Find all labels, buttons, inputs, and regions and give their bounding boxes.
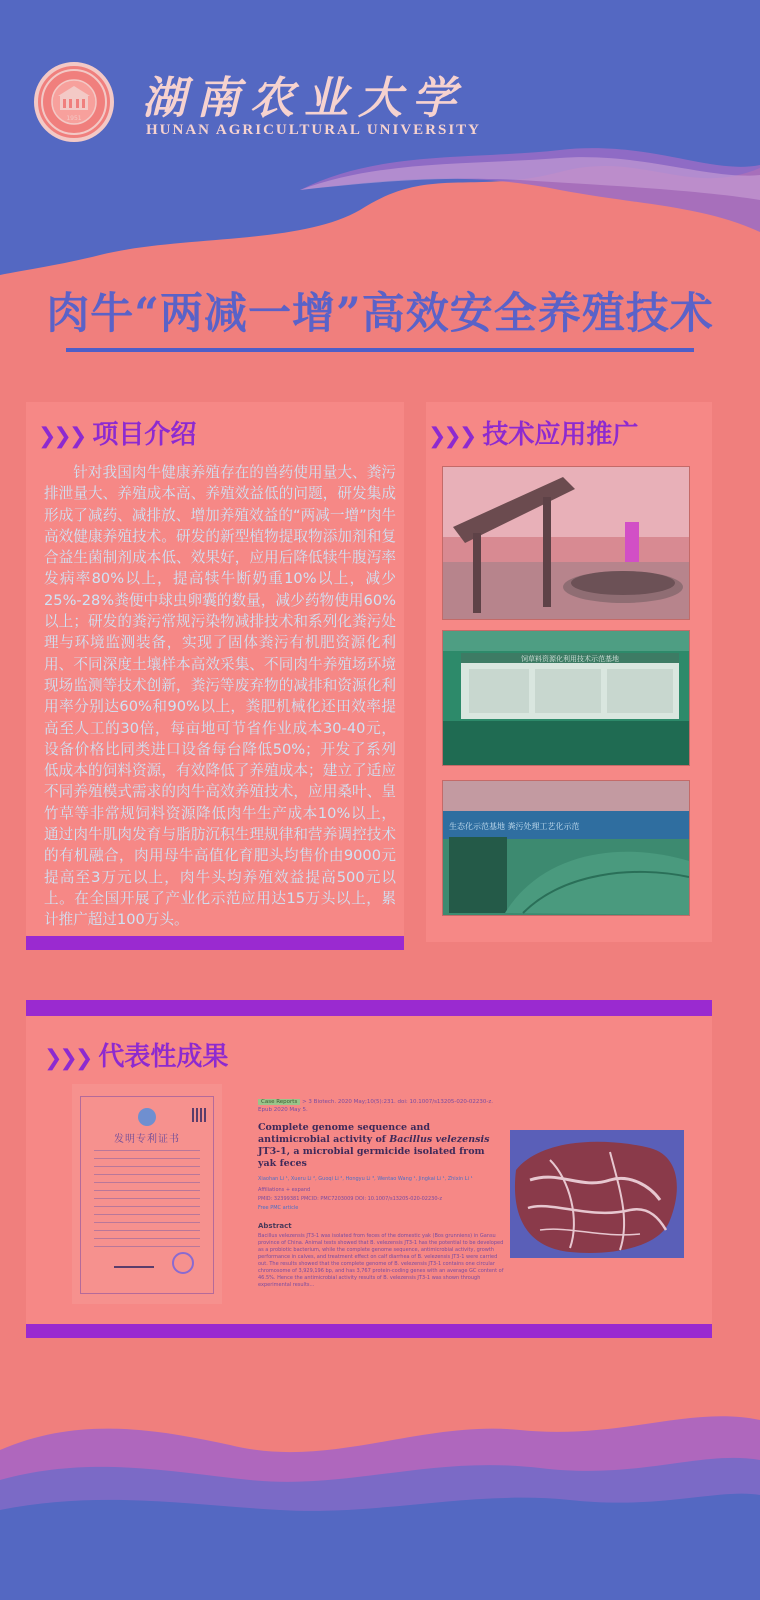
chevrons-icon: ❯❯❯ xyxy=(428,424,475,449)
certificate-signature xyxy=(114,1256,154,1268)
seal-year: 1951 xyxy=(66,115,82,122)
promotion-heading-text: 技术应用推广 xyxy=(482,420,639,450)
university-name-english: HUNAN AGRICULTURAL UNIVERSITY xyxy=(146,122,482,138)
photo-demonstration-site xyxy=(442,780,690,916)
paper-type-tag: Case Reports xyxy=(258,1099,300,1105)
site-banner-text: 生态化示范基地 粪污处理工艺化示范 xyxy=(449,822,580,831)
paper-abstract-heading: Abstract xyxy=(258,1222,292,1230)
footer-wave-background xyxy=(0,1360,760,1600)
intro-bottom-bar xyxy=(26,936,404,950)
university-name-chinese: 湖南农业大学 xyxy=(142,73,466,124)
promotion-heading xyxy=(428,414,638,451)
photo-demonstration-banner xyxy=(442,630,690,766)
paper-abstract-text: Bacillus velezensis JT3-1 was isolated from feces of the domestic yak (Bos grunniens) in Gansu province of China. Animal tests showed that B. velezensis JT3-1 has the potential to be developed as a probiotic bacterium, while the complete genome sequence, antimicrobial activity, growth performance in calves, and treatment effect on calf diarrhea of B. velezensis JT3-1 were carried out. The results showed that the complete genome of B. velezensis JT3-1 contains one circular chromosome of 3,929,196 bp, and has 3,767 protein-coding genes with an average GC content of 46.5%. Hence the antimicrobial activity results of B. velezensis JT3-1 was shown through experimental results... xyxy=(258,1233,504,1288)
paper-authors: Xiaohan Li ¹, Xueru Li ², Guoqi Li ², Hongyu Li ³, Wentao Wang ¹, Jingkai Li ¹, Zhixin Li ¹ xyxy=(258,1176,473,1182)
header-wave-background xyxy=(0,0,760,300)
paper-abstract xyxy=(258,1098,504,1298)
banner-text: 饲草料资源化利用技术示范基地 xyxy=(521,655,619,663)
paper-title-part: JT3-1, a microbial germicide isolated from yak feces xyxy=(258,1146,485,1169)
chevrons-icon: ❯❯❯ xyxy=(44,1046,91,1071)
intro-body-text: 针对我国肉牛健康养殖存在的兽药使用量大、粪污排泄量大、养殖成本高、养殖效益低的问题，研发集成形成了减药、减排放、增加养殖效益的“两减一增”肉牛高效健康养殖技术。研发的新型植物提取物添加剂和复合益生菌制剂成本低、效果好，应用后降低犊牛腹泻率发病率80%以上，提高犊牛断奶重10%以上，减少25%-28%粪便中球虫卵囊的数量，减少药物使用60%以上；研发的粪污常规污染物减排技术和系列化粪污处理与环境监测装备，实现了固体粪污有机肥资源化利用、不同深度土壤样本高效采集、不同肉牛养殖场环境现场监测等技术创新，粪污等废弃物的减排和资源化利用率分别达60%和90%以上，粪肥机械化还田效率提高至人工的30倍，每亩地可节省作业成本30-40元，设备价格比同类进口设备每台降低50%；开发了系列低成本的饲料资源，有效降低了养殖成本；建立了适应不同养殖模式需求的肉牛高效养殖技术，应用桑叶、皇竹草等非常规饲料资源降低肉牛生产成本10%以上，通过肉牛肌肉发育与脂肪沉积生理规律和营养调控技术的有机融合，肉用母牛高值化育肥头均售价由9000元提高至3万元以上，肉牛头均养殖效益提高500元以上。在全国开展了产业化示范应用达15万头以上，累计推广超过100万头。 xyxy=(44,464,396,929)
intro-heading xyxy=(38,414,196,451)
qr-code-icon xyxy=(192,1108,206,1122)
university-seal-logo xyxy=(34,62,114,142)
chevrons-icon: ❯❯❯ xyxy=(38,424,85,449)
paper-ids: PMID: 32399381 PMCID: PMC7203009 DOI: 10.1007/s13205-020-02230-z xyxy=(258,1196,442,1202)
title-underline xyxy=(66,348,694,352)
achievements-bottom-bar xyxy=(26,1324,712,1338)
certificate-emblem-icon xyxy=(138,1108,156,1126)
achievements-heading xyxy=(44,1036,228,1073)
intro-heading-text: 项目介绍 xyxy=(92,420,197,450)
paper-title-part: Complete genome sequence and antimicrobial activity of xyxy=(258,1122,431,1145)
paper-title xyxy=(258,1122,504,1170)
patent-certificate xyxy=(72,1084,222,1304)
achievements-top-bar xyxy=(26,1000,712,1016)
paper-free-link[interactable]: Free PMC article xyxy=(258,1205,299,1211)
paper-affiliations: Affiliations + expand xyxy=(258,1187,311,1193)
paper-title-italic: Bacillus velezensis xyxy=(389,1134,490,1145)
photo-marbled-beef xyxy=(510,1130,684,1258)
certificate-seal-icon xyxy=(172,1252,194,1274)
achievements-heading-text: 代表性成果 xyxy=(98,1042,229,1072)
certificate-lines xyxy=(94,1150,200,1254)
certificate-title: 发明专利证书 xyxy=(114,1134,180,1145)
paper-meta: > 3 Biotech. 2020 May;10(5):231. doi: 10.1007/s13205-020-02230-z. Epub 2020 May 5. xyxy=(258,1099,494,1113)
photo-manure-equipment xyxy=(442,466,690,620)
page-title: 肉牛“两减一增”高效安全养殖技术 xyxy=(46,289,714,339)
